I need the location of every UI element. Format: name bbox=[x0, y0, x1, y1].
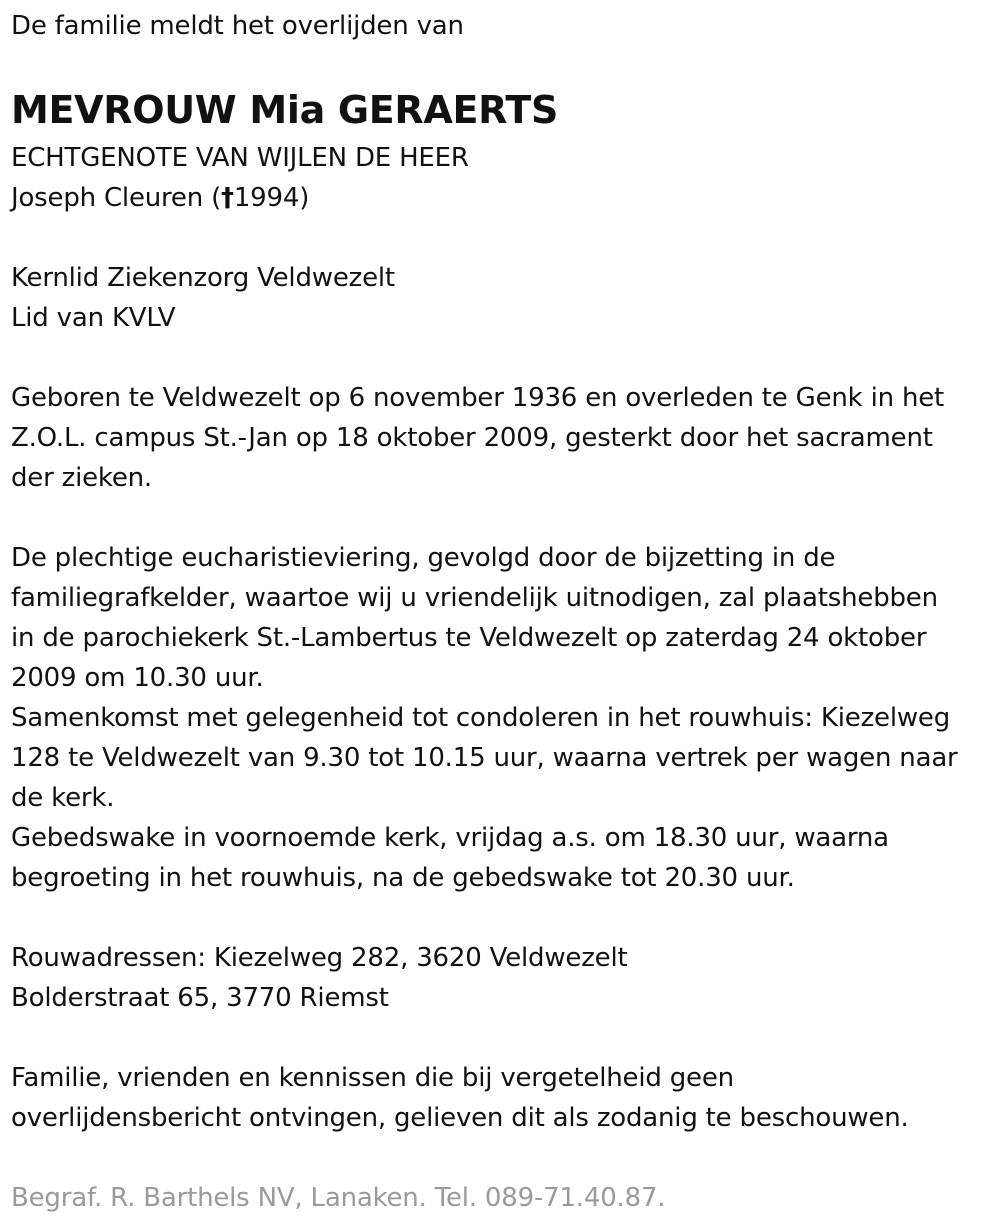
paragraph-line: overlijdensbericht ontvingen, gelieven dit als zodanig te beschouwen. bbox=[11, 1103, 909, 1133]
memberships bbox=[11, 258, 991, 338]
spouse-line bbox=[11, 178, 991, 218]
paragraph-line: De plechtige eucharistieviering, gevolgd door de bijzetting in de bbox=[11, 543, 836, 573]
cross-icon: † bbox=[221, 183, 234, 213]
spacer bbox=[11, 218, 991, 258]
paragraph-line: de kerk. bbox=[11, 783, 115, 813]
paragraph-line: Z.O.L. campus St.-Jan op 18 oktober 2009, gesterkt door het sacrament bbox=[11, 423, 933, 453]
address-line: Bolderstraat 65, 3770 Riemst bbox=[11, 983, 389, 1013]
spacer bbox=[11, 338, 991, 378]
address-line: Rouwadressen: Kiezelweg 282, 3620 Veldwezelt bbox=[11, 943, 628, 973]
paragraph-line: der zieken. bbox=[11, 463, 152, 493]
intro-text: De familie meldt het overlijden van bbox=[11, 11, 464, 41]
paragraph-line: Gebedswake in voornoemde kerk, vrijdag a.s. om 18.30 uur, waarna bbox=[11, 823, 889, 853]
paragraph-line: 128 te Veldwezelt van 9.30 tot 10.15 uur, waarna vertrek per wagen naar bbox=[11, 743, 958, 773]
spacer bbox=[11, 1018, 991, 1058]
spacer bbox=[11, 898, 991, 938]
deceased-name: MEVROUW Mia GERAERTS bbox=[11, 88, 559, 132]
paragraph-line: begroeting in het rouwhuis, na de gebedswake tot 20.30 uur. bbox=[11, 863, 795, 893]
paragraph-line: Familie, vrienden en kennissen die bij vergetelheid geen bbox=[11, 1063, 734, 1093]
paragraph-line: 2009 om 10.30 uur. bbox=[11, 663, 264, 693]
paragraph-line: Geboren te Veldwezelt op 6 november 1936 en overleden te Genk in het bbox=[11, 383, 945, 413]
spouse-year: 1994) bbox=[233, 183, 310, 213]
notice-paragraph bbox=[11, 1058, 991, 1138]
paragraph-line: in de parochiekerk St.-Lambertus te Veldwezelt op zaterdag 24 oktober bbox=[11, 623, 927, 653]
membership-line: Kernlid Ziekenzorg Veldwezelt bbox=[11, 263, 395, 293]
membership-line: Lid van KVLV bbox=[11, 303, 176, 333]
spacer bbox=[11, 498, 991, 538]
addresses bbox=[11, 938, 991, 1018]
spacer bbox=[11, 46, 991, 86]
paragraph-line: familiegrafkelder, waartoe wij u vriendelijk uitnodigen, zal plaatshebben bbox=[11, 583, 938, 613]
spouse-title: ECHTGENOTE VAN WIJLEN DE HEER bbox=[11, 143, 469, 173]
funeral-home-footer: Begraf. R. Barthels NV, Lanaken. Tel. 089-71.40.87. bbox=[11, 1183, 666, 1213]
birth-death-paragraph bbox=[11, 378, 991, 498]
paragraph-line: Samenkomst met gelegenheid tot condoleren in het rouwhuis: Kiezelweg bbox=[11, 703, 951, 733]
ceremony-paragraph bbox=[11, 538, 991, 898]
spouse-name: Joseph Cleuren ( bbox=[11, 183, 222, 213]
obituary-notice bbox=[11, 6, 991, 1218]
spacer bbox=[11, 1138, 991, 1178]
